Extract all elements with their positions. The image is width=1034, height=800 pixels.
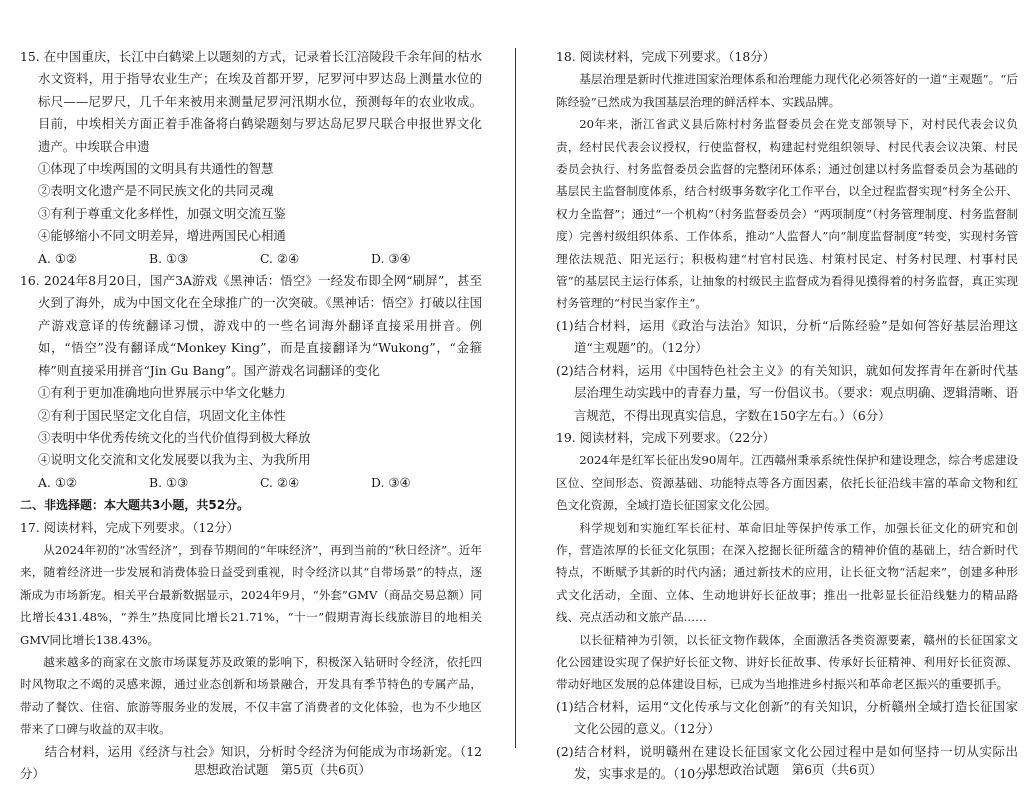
question-15 (20, 46, 482, 270)
q15-options (20, 248, 482, 270)
option-a: A. ①② (38, 474, 78, 490)
q19-subquestion-1: (1)结合材料，运用“文化传承与文化创新”的有关知识，分析赣州全域打造长征国家文化公园的意义。（12分） (556, 698, 1018, 737)
q16-item: ④说明文化交流和文化发展要以我为主、为我所用 (38, 452, 311, 468)
q16-item: ①有利于更加准确地向世界展示中华文化魅力 (38, 385, 286, 401)
page-footer-left: 思想政治试题 第5页（共6页） (194, 762, 371, 777)
option-d: D. ③④ (371, 250, 411, 266)
q16-item: ②有利于国民坚定文化自信，巩固文化主体性 (38, 407, 286, 423)
question-17 (20, 517, 482, 786)
q17-material: 越来越多的商家在文旅市场谋复苏及政策的影响下，积极深入钻研时令经济，依托四时风物取之不竭的灵感来源，通过业态创新和场景融合，开发具有季节特色的专属产品，带动了餐饮、住宿、旅游等服务业的发展，不仅丰富了消费者的文化体验，也为不少地区带来了口碑与收益的双丰收。 (20, 654, 482, 737)
q16-options (20, 472, 482, 494)
option-b: B. ①③ (149, 250, 189, 266)
q18-subquestion-1: (1)结合材料，运用《政治与法治》知识，分析“后陈经验”是如何答好基层治理这道“主观题”的。（12分） (556, 317, 1018, 356)
q17-material: 从2024年初的“冰雪经济”，到春节期间的“年味经济”，再到当前的“秋日经济”。近年来，随着经济进一步发展和消费体验日益受到重视，时令经济以其“自带场景”的特点，逐渐成为市场新宠。相关平台最新数据显示，2024年9月，“外套”GMV（商品交易总额）同比增长431.48%，“养生”热度同比增长21.71%，“十一”假期青海长线旅游目的地相关GMV同比增长138.43%。 (20, 542, 482, 647)
q19-material: 2024年是红军长征出发90周年。江西赣州秉承系统性保护和建设理念，综合考虑建设区位、空间形态、资源基础、功能特点等各方面因素，依托长征沿线丰富的革命文物和红色文化资源，全域打造长征国家文化公园。 (556, 453, 1018, 513)
option-c: C. ②④ (260, 474, 300, 490)
q19-subquestion-2: (2)结合材料，说明赣州在建设长征国家文化公园过程中是如何坚持一切从实际出发，实事求是的。（10分） (556, 743, 1018, 781)
q15-item: ①体现了中埃两国的文明具有共通性的智慧 (38, 161, 274, 177)
left-column (20, 46, 482, 785)
question-18 (556, 46, 1018, 427)
column-divider (515, 48, 516, 748)
option-b: B. ①③ (149, 474, 189, 490)
q16-item: ③表明中华优秀传统文化的当代价值得到极大释放 (38, 429, 311, 445)
q16-stem: 16. 2024年8月20日，国产3A游戏《黑神话：悟空》一经发布即全网“刷屏”，甚至火到了海外，成为中国文化在全球推广的一次突破。《黑神话：悟空》打破以往国产游戏意译的传统翻译习惯，游戏中的一些名词海外翻译直接采用拼音。例如，“悟空”没有翻译成“Monkey King”，而是直接翻译为“Wukong”，“金箍棒”则直接采用拼音“Jin Gu Bang”。国产游戏名词翻译的变化 (20, 273, 483, 378)
page-footer-right: 思想政治试题 第6页（共6页） (705, 762, 882, 777)
q15-item: ③有利于尊重文化多样性，加强文明交流互鉴 (38, 205, 286, 221)
q15-item: ②表明文化遗产是不同民族文化的共同灵魂 (38, 183, 274, 199)
q15-stem: 15. 在中国重庆，长江中白鹤梁上以题刻的方式，记录着长江涪陵段千余年间的枯水水文资料，用于指导农业生产；在埃及首都开罗，尼罗河中罗达岛上测量水位的标尺——尼罗尺，几千年来被用来测量尼罗河汛期水位，预测每年的农业收成。目前，中埃相关方面正着手准备将白鹤梁题刻与罗达岛尼罗尺联合申报世界文化遗产。中埃联合申遗 (20, 49, 483, 154)
q19-heading: 19. 阅读材料，完成下列要求。（22分） (556, 429, 776, 445)
q17-heading: 17. 阅读材料，完成下列要求。（12分） (20, 519, 240, 535)
right-column (556, 46, 1018, 785)
q18-subquestion-2: (2)结合材料，运用《中国特色社会主义》的有关知识，就如何发挥青年在新时代基层治理生动实践中的青春力量，写一份倡议书。（要求：观点明确、逻辑清晰、语言规范，不得出现真实信息，字数在150字左右。）（6分） (556, 362, 1018, 423)
q19-material: 以长征精神为引领，以长征文物作载体，全面激活各类资源要素，赣州的长征国家文化公园建设实现了保护好长征文物、讲好长征故事、传承好长征精神、利用好长征资源、带动好地区发展的总体建设目标，已成为当地推进乡村振兴和革命老区振兴的重要抓手。 (556, 632, 1018, 692)
q18-material: 基层治理是新时代推进国家治理体系和治理能力现代化必须答好的一道“主观题”。“后陈经验”已然成为我国基层治理的鲜活样本、实践品牌。 (556, 72, 1018, 109)
q15-item: ④能够缩小不同文明差异，增进两国民心相通 (38, 228, 286, 244)
option-a: A. ①② (38, 250, 78, 266)
option-d: D. ③④ (371, 474, 411, 490)
question-16 (20, 270, 482, 494)
section-heading: 二、非选择题：本大题共3小题，共52分。 (20, 498, 250, 513)
option-c: C. ②④ (260, 250, 300, 266)
q18-material: 20年来，浙江省武义县后陈村村务监督委员会在党支部领导下，对村民代表会议负责，经村民代表会议授权，行使监督权，构建起村党组织领导、村民代表会议决策、村民委员会执行、村务监督委员会监督的完整闭环体系；通过创建以村务监督委员会为基础的基层民主监督制度体系，结合村级事务数字化工作平台，以全过程监督实现“村务全公开、权力全监督”；通过“一个机构”（村务监督委员会）“两项制度”（村务管理制度、村务监督制度）完善村级组织体系、工作体系，推动“人监督人”向“制度监督制度”转变，实现村务管理依法规范、阳光运行；积极构建“村官村民选、村策村民定、村务村民理、村事村民管”的基层民主运行体系，让抽象的村级民主监督成为看得见摸得着的村务监督，真正实现村务管理的“村民当家作主”。 (556, 117, 1018, 311)
q17-task: 结合材料，运用《经济与社会》知识，分析时令经济为何能成为市场新宠。（12分） (20, 743, 482, 781)
q19-material: 科学规划和实施红军长征村、革命旧址等保护传承工作，加强长征文化的研究和创作，营造浓厚的长征文化氛围；在深入挖掘长征所蕴含的精神价值的基础上，结合新时代特点，不断赋予其新的时代内涵；通过新技术的应用，让长征文物“活起来”，创建多种形式文化活动，全面、立体、生动地讲好长征故事；推出一批彰显长征沿线魅力的精品路线、亮点活动和文旅产品…… (556, 520, 1018, 625)
question-19 (556, 427, 1018, 786)
q18-heading: 18. 阅读材料，完成下列要求。（18分） (556, 49, 776, 64)
